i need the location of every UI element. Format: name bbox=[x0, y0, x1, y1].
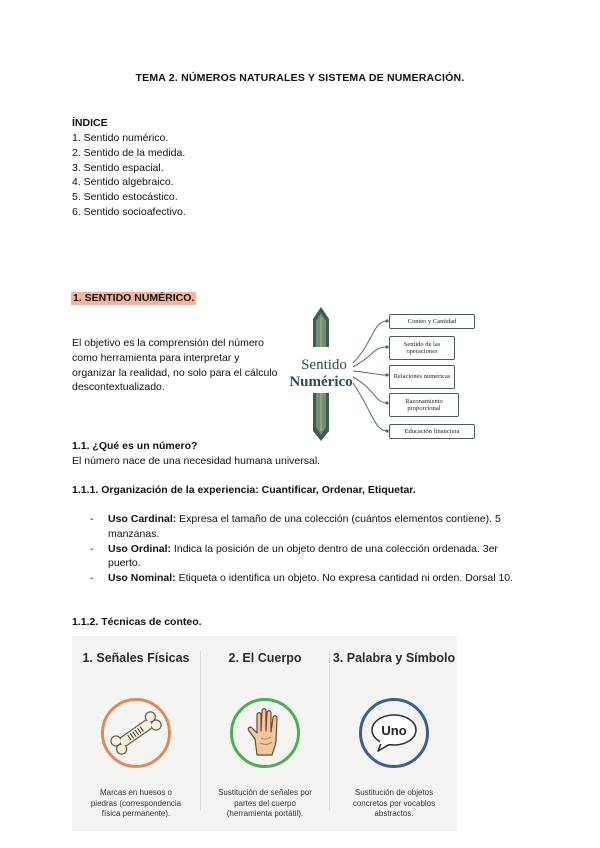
toc-item: 2. Sentido de la medida. bbox=[72, 146, 186, 159]
technique-description: Marcas en huesos o piedras (correspondencia física permanente). bbox=[90, 788, 182, 818]
technique-description: Sustitución de objetos concretos por vocablos abstractos. bbox=[352, 788, 436, 818]
hand-icon bbox=[233, 701, 297, 765]
use-description: Indica la posición de un objeto dentro de una colección ordenada. 3er puerto. bbox=[108, 542, 498, 570]
subsection-text: El número nace de una necesidad humana universal. bbox=[72, 455, 321, 467]
toc-item: 4. Sentido algebraico. bbox=[72, 176, 174, 189]
technique-title: 3. Palabra y Símbolo bbox=[332, 651, 456, 665]
bullet-dash: - bbox=[90, 542, 94, 555]
use-term: Uso Cardinal: bbox=[108, 513, 177, 525]
technique-description: Sustitución de señales por partes del cuerpo (herramienta portátil). bbox=[218, 788, 312, 818]
bullet-dash: - bbox=[90, 513, 94, 525]
toc-item: 1. Sentido numérico. bbox=[72, 132, 169, 144]
toc-list bbox=[72, 131, 186, 220]
toc-item: 3. Sentido espacial. bbox=[72, 161, 164, 174]
diagram-box-conteo: Conteo y Cantidad bbox=[389, 314, 475, 329]
subsection-heading-organizacion: 1.1.1. Organización de la experiencia: Cuantificar, Ordenar, Etiquetar. bbox=[72, 484, 416, 496]
subsection-heading-tecnicas-conteo: 1.1.2. Técnicas de conteo. bbox=[72, 616, 202, 628]
technique-circle bbox=[101, 698, 171, 768]
bubble-word: Uno bbox=[381, 723, 407, 738]
counting-techniques-panel bbox=[72, 636, 457, 831]
use-term: Uso Nominal: bbox=[108, 572, 176, 585]
technique-title: 2. El Cuerpo bbox=[228, 651, 302, 665]
center-label-line2: Numérico bbox=[289, 374, 353, 390]
bullet-dash: - bbox=[90, 572, 94, 585]
list-item bbox=[90, 512, 530, 542]
technique-column-palabra bbox=[330, 636, 458, 831]
list-item bbox=[90, 542, 530, 572]
technique-column-senales bbox=[72, 636, 200, 831]
toc-item: 6. Sentido socioafectivo. bbox=[72, 205, 186, 218]
technique-circle bbox=[359, 698, 429, 768]
bone-icon bbox=[104, 701, 168, 765]
list-item bbox=[90, 571, 530, 586]
technique-circle bbox=[230, 698, 300, 768]
number-uses-list bbox=[90, 512, 530, 586]
diagram-box-operaciones: Sentido de las operaciones bbox=[389, 336, 455, 360]
use-term: Uso Ordinal: bbox=[108, 542, 172, 555]
diagram-box-razonamiento: Razonamiento proporcional bbox=[389, 393, 459, 417]
toc-heading: ÍNDICE bbox=[72, 117, 108, 129]
section-paragraph: El objetivo es la comprensión del número como herramienta para interpretar y organizar la realidad, no solo para el cálculo descontextualizado. bbox=[72, 337, 278, 394]
toc-item: 5. Sentido estocástico. bbox=[72, 191, 178, 204]
use-description: Etiqueta o identifica un objeto. No expresa cantidad ni orden. Dorsal 10. bbox=[175, 572, 514, 585]
technique-title: 1. Señales Físicas bbox=[82, 651, 190, 665]
page-title: TEMA 2. NÚMEROS NATURALES Y SISTEMA DE NUMERACIÓN. bbox=[135, 72, 465, 84]
diagram-box-relaciones: Relaciones numéricas bbox=[389, 365, 455, 389]
section-heading-sentido-numerico: 1. SENTIDO NUMÉRICO. bbox=[73, 292, 195, 304]
speech-bubble-icon bbox=[362, 701, 426, 765]
subsection-heading-que-es-numero: 1.1. ¿Qué es un número? bbox=[72, 440, 198, 452]
use-description: Expresa el tamaño de una colección (cuántos elementos contiene). 5 manzanas. bbox=[108, 513, 501, 540]
sentido-numerico-diagram bbox=[283, 303, 479, 443]
connector-line bbox=[353, 321, 387, 363]
technique-column-cuerpo bbox=[201, 636, 329, 831]
center-label-line1: Sentido bbox=[301, 357, 347, 373]
diagram-box-educacion: Educación financiera bbox=[389, 424, 475, 439]
